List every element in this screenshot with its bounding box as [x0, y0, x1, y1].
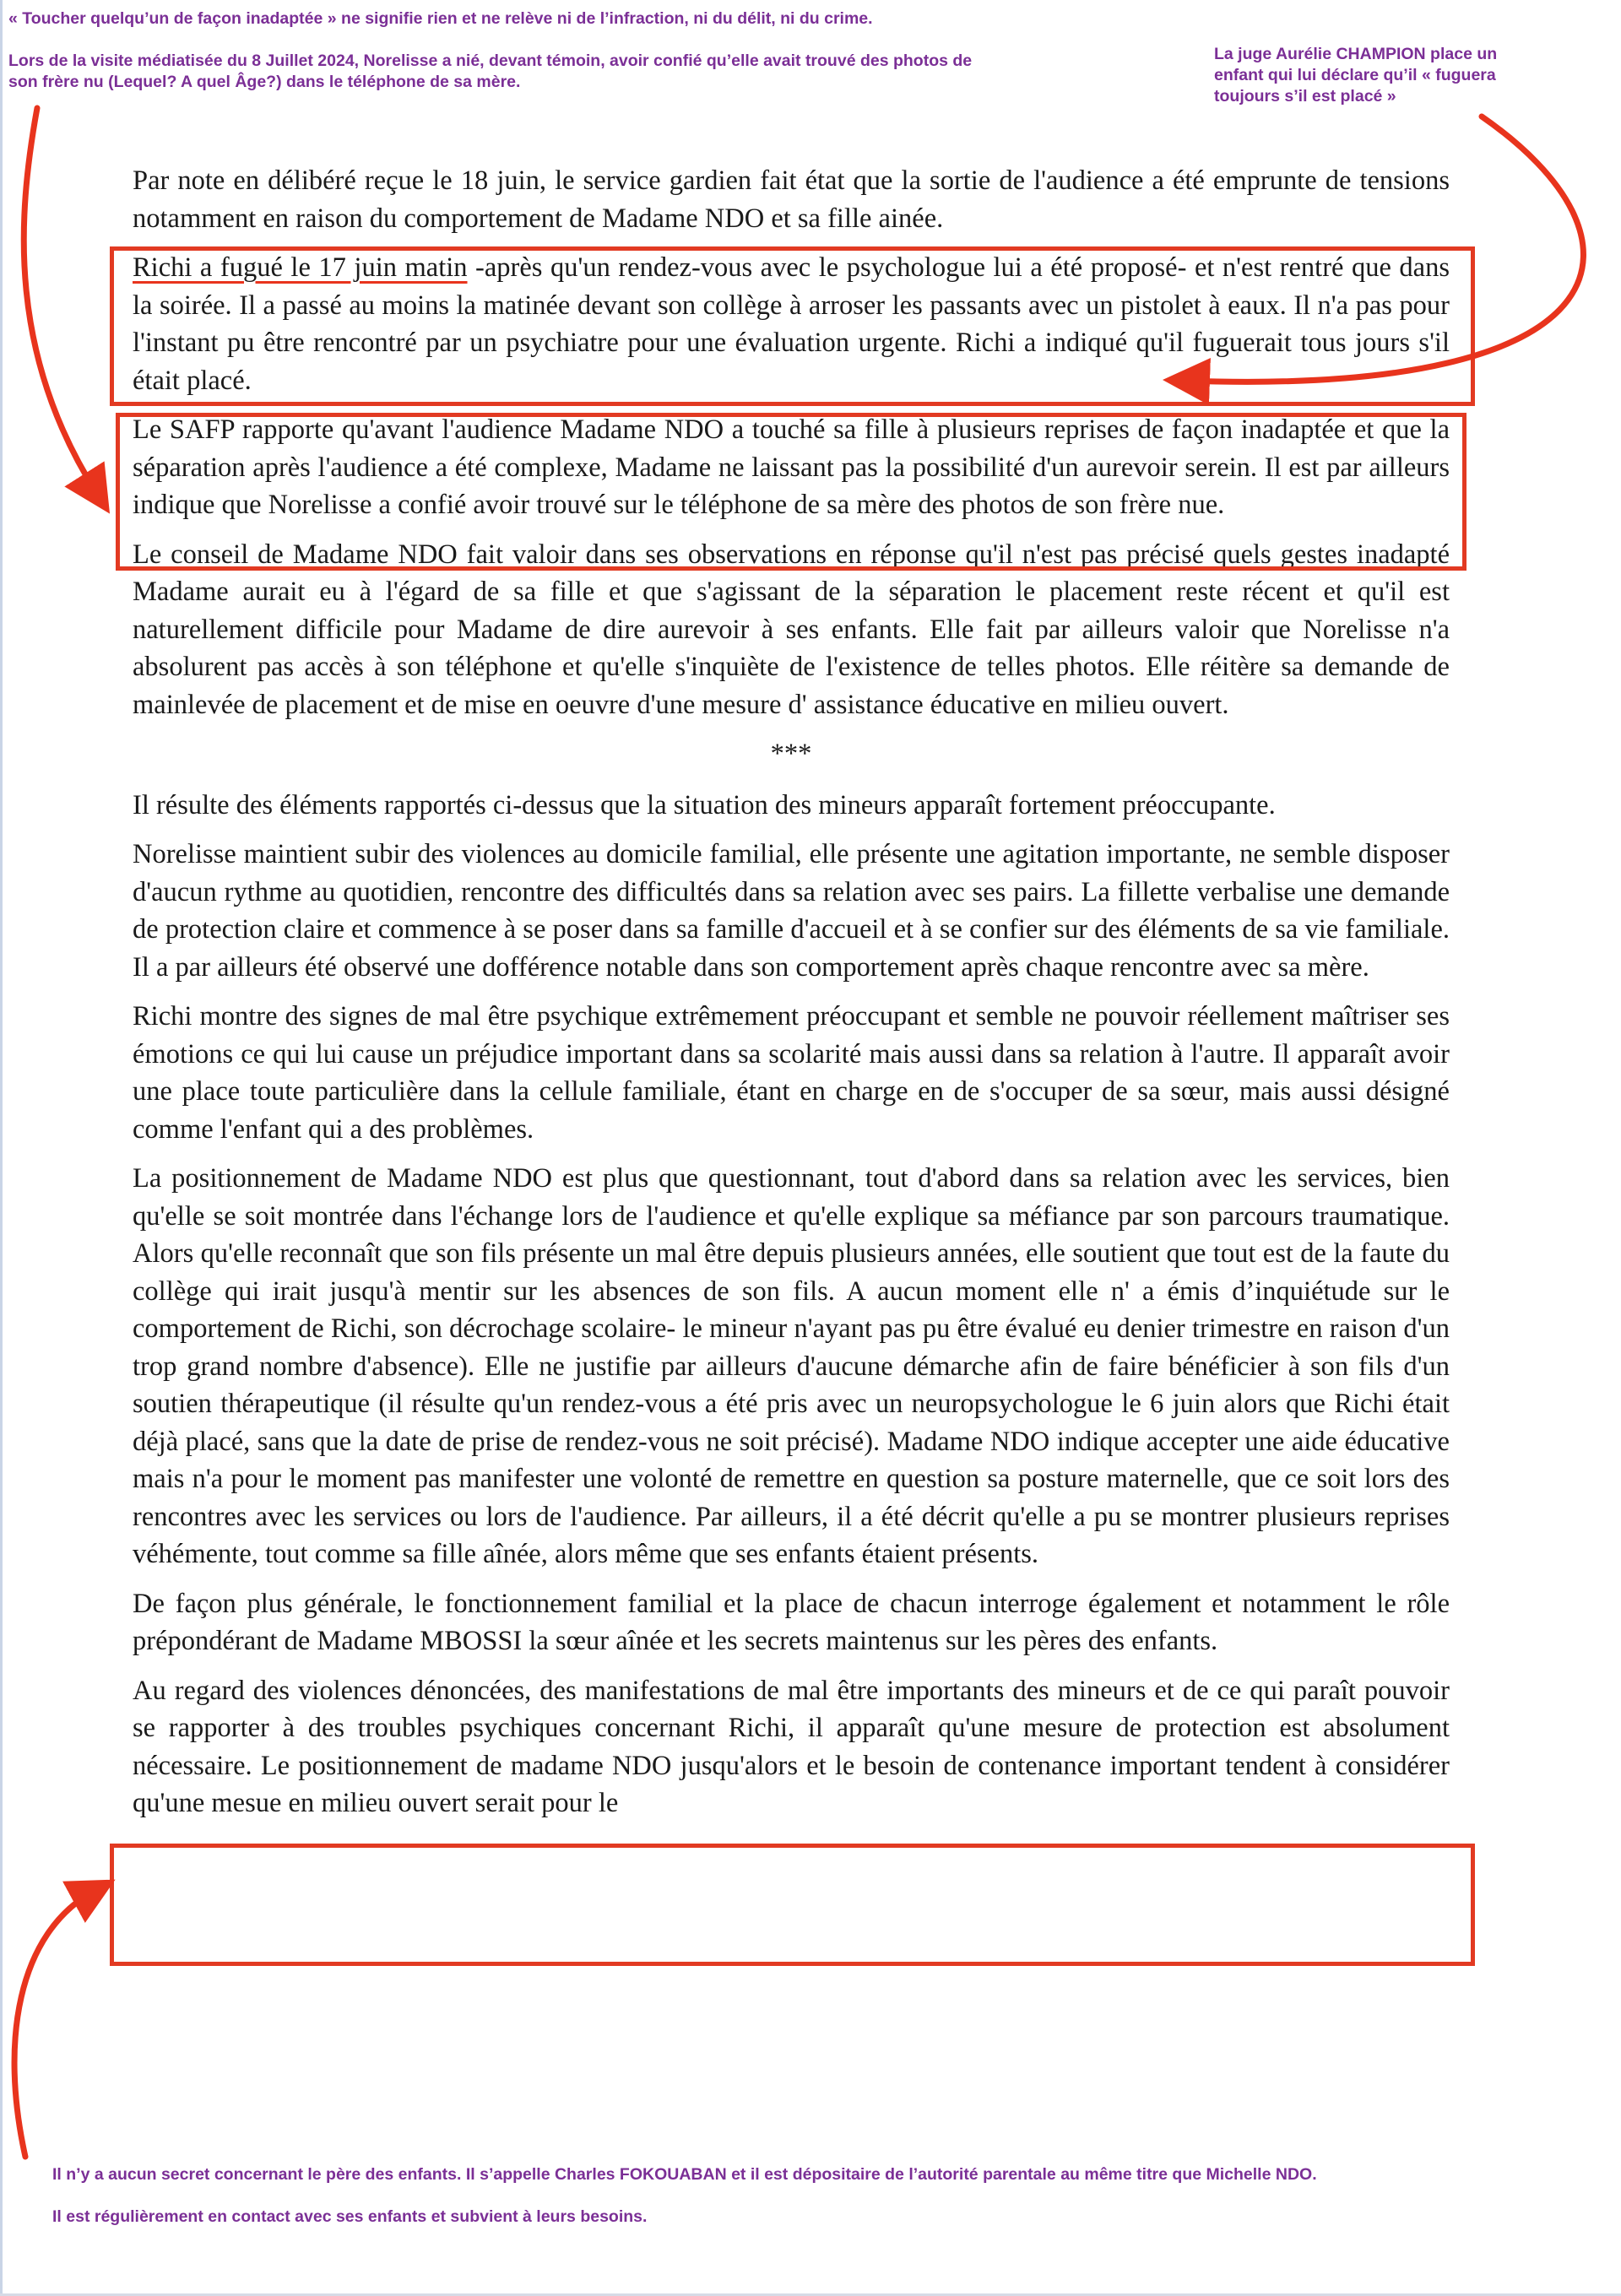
arrow-to-safp-box	[24, 108, 97, 494]
highlight-box-family	[110, 1844, 1475, 1966]
document-body	[133, 162, 1450, 1834]
paragraph-richi-fugue	[133, 249, 1450, 399]
underlined-fugue-date: Richi a fugué le 17 juin matin	[133, 252, 468, 283]
paragraph-madame-ndo-position: La positionnement de Madame NDO est plus que questionnant, tout d'abord dans sa relation avec les services, bien qu'elle se soit montrée dans l'échange lors de l'audience et qu'elle explique sa méfiance par son parcours traumatique. Alors qu'elle reconnaît que son fils présente un mal être depuis plusieurs années, elle soutient que tout est de la faute du collège qui irait jusqu'à mentir sur les absences de son fils. A aucun moment elle n' a émis d’inquiétude sur le comportement de Richi, son décrochage scolaire- le mineur n'ayant pas pu être évalué eu denier trimestre en raison d'un trop grand nombre d'absence). Elle ne justifie par ailleurs d'aucune démarche afin de faire bénéficier à son fils d'un soutien thérapeutique (il résulte qu'un rendez-vous a été pris avec un neuropsychologue le 6 juin alors que Richi était déjà placé, sans que la date de prise de rendez-vous ne soit précisé). Madame NDO indique accepter une aide éducative mais n'a pour le moment pas manifester une volonté de remettre en question sa posture maternelle, que ce soit lors des rencontres avec les services ou lors de l'audience. Par ailleurs, il a été décrit qu'elle a pu se montrer plusieurs reprises véhémente, tout comme sa fille aînée, alors même que ses enfants étaient présents.	[133, 1163, 1450, 1569]
paragraph-family-functioning: De façon plus générale, le fonctionnement familial et la place de chacun interroge également et notamment le rôle prépondérant de Madame MBOSSI la sœur aînée et les secrets maintenus sur les pères des enfants.	[133, 1588, 1450, 1656]
paragraph-norelisse: Norelisse maintient subir des violences au domicile familial, elle présente une agitation importante, ne semble disposer d'aucun rythme au quotidien, rencontre des difficultés dans sa relation avec ses pairs. La fillette verbalise une demande de protection claire et commence à se poser dans sa famille d'accueil et à se confier sur des éléments de sa vie familiale. Il a par ailleurs été observé une dofférence notable dans son comportement après chaque rencontre avec sa mère.	[133, 839, 1450, 983]
paragraph-situation-summary: Il résulte des éléments rapportés ci-dessus que la situation des mineurs apparaît fortement préoccupante.	[133, 789, 1276, 820]
paragraph-deliberation-note: Par note en délibéré reçue le 18 juin, le service gardien fait état que la sortie de l'audience a été emprunte de tensions notamment en raison du comportement de Madame NDO et sa fille ainée.	[133, 165, 1450, 234]
annotation-top-left-line-2: Lors de la visite médiatisée du 8 Juillet 2024, Norelisse a nié, devant témoin, avoir confié qu’elle avait trouvé des photos de son frère nu (Lequel? A quel Âge?) dans le téléphone de sa mère.	[8, 51, 973, 91]
scan-edge-left	[0, 0, 3, 2296]
annotation-bottom-left-line-1: Il n’y a aucun secret concernant le père des enfants. Il s’appelle Charles FOKOUABAN et il est dépositaire de l’autorité parentale au même titre que Michelle NDO.	[52, 2165, 1317, 2184]
arrow-to-family-box	[14, 1891, 95, 2157]
annotation-top-left	[8, 8, 988, 93]
annotation-top-left-line-1: « Toucher quelqu’un de façon inadaptée » ne signifie rien et ne relève ni de l’infraction, ni du délit, ni du crime.	[8, 9, 873, 28]
annotation-bottom-left-line-2: Il est régulièrement en contact avec ses enfants et subvient à leurs besoins.	[52, 2207, 648, 2226]
annotation-bottom-left	[52, 2164, 1488, 2228]
paragraph-richi-fugue-rest: -après qu'un rendez-vous avec le psychologue lui a été proposé- et n'est rentré que dans la soirée. Il a passé au moins la matinée devant son collège à arroser les passants avec un pistolet à eaux. Il n'a pas pour l'instant pu être rencontré par un psychiatre pour une évaluation urgente. Richi a indiqué qu'il fuguerait tous jours s'il était placé.	[133, 252, 1450, 396]
paragraph-protection-measure: Au regard des violences dénoncées, des manifestations de mal être importants des mineurs et de ce qui paraît pouvoir se rapporter à des troubles psychiques concernant Richi, il apparaît qu'une mesure de protection est absolument nécessaire. Le positionnement de madame NDO jusqu'alors et le besoin de contenance important tendent à considérer qu'une mesue en milieu ouvert serait pour le	[133, 1675, 1450, 1818]
paragraph-safp-report: Le SAFP rapporte qu'avant l'audience Madame NDO a touché sa fille à plusieurs reprises de façon inadaptée et que la séparation après l'audience a été complexe, Madame ne laissant pas la possibilité d'un aurevoir serein. Il est par ailleurs indique que Norelisse a confié avoir trouvé sur le téléphone de sa mère des photos de son frère nue.	[133, 414, 1450, 520]
annotation-top-right: La juge Aurélie CHAMPION place un enfant qui lui déclare qu’il « fuguera toujours s’il est placé »	[1214, 45, 1498, 106]
section-separator: ***	[770, 739, 812, 769]
paragraph-richi-wellbeing: Richi montre des signes de mal être psychique extrêmement préoccupant et semble ne pouvoir réellement maîtriser ses émotions ce qui lui cause un préjudice important dans sa scolarité mais aussi dans sa relation à l'autre. Il apparaît avoir une place toute particulière dans la cellule familiale, étant en charge en de s'occuper de sa sœur, mais aussi désigné comme l'enfant qui a des problèmes.	[133, 1001, 1450, 1145]
paragraph-counsel-observations: Le conseil de Madame NDO fait valoir dans ses observations en réponse qu'il n'est pas précisé quels gestes inadapté Madame aurait eu à l'égard de sa fille et que s'agissant de la séparation le placement reste récent et qu'il est naturellement difficile pour Madame de dire aurevoir à ses enfants. Elle fait par ailleurs valoir que Norelisse n'a absolurent pas accès à son téléphone et qu'elle s'inquiète de l'existence de telles photos. Elle réitère sa demande de mainlevée de placement et de mise en oeuvre d'une mesure d' assistance éducative en milieu ouvert.	[133, 539, 1450, 720]
